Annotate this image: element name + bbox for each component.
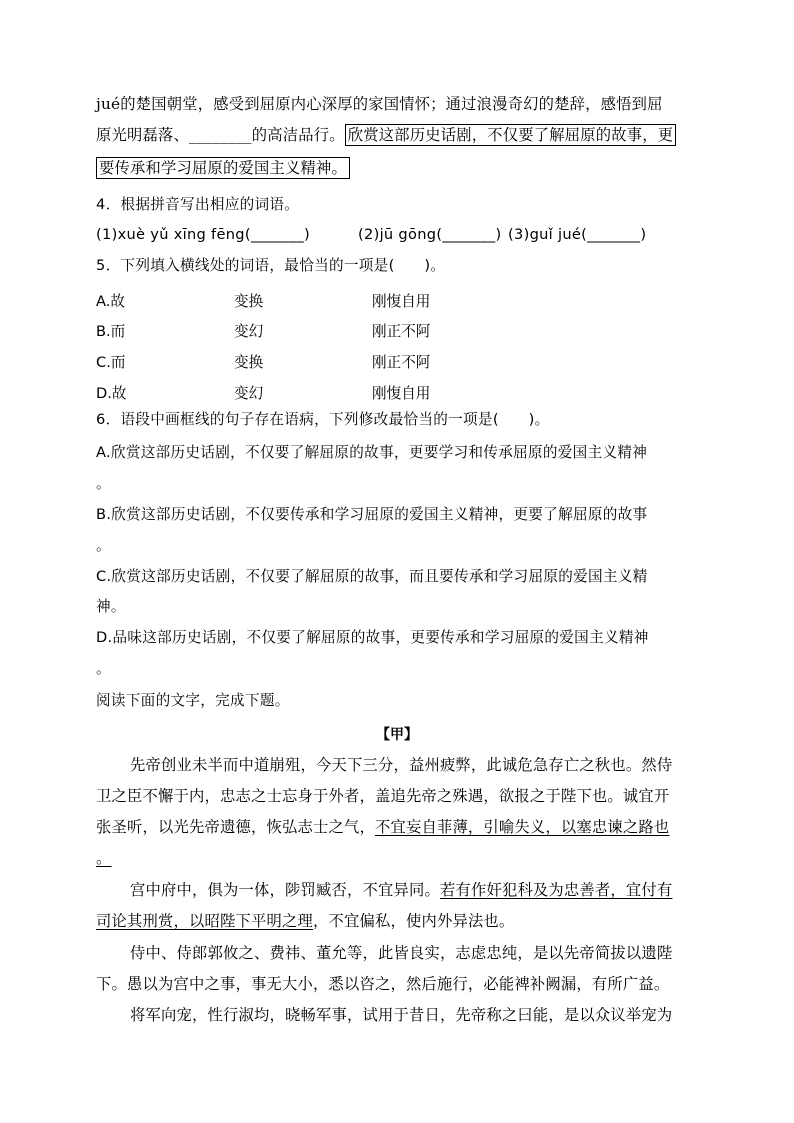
q5-option-d-word3: 刚愎自用 xyxy=(372,385,431,402)
chushibiao-p1-line-3-plain: 张圣听，以光先帝遗德，恢弘志士之气， xyxy=(96,818,375,836)
chushibiao-p1-line-3 xyxy=(96,820,669,835)
q6-stem: 6．语段中画框线的句子存在语病，下列修改最恰当的一项是( )。 xyxy=(96,411,550,428)
q5-option-c-word2: 变换 xyxy=(234,354,264,371)
passage-line-2-mid: 的高洁品行。 xyxy=(251,126,345,144)
q5-option-c-word3: 刚正不阿 xyxy=(372,354,431,371)
q5-option-b-word2: 变幻 xyxy=(234,323,264,340)
chushibiao-p3-line-1: 侍中、侍郎郭攸之、费祎、董允等，此皆良实，志虑忠纯，是以先帝简拔以遗陛 xyxy=(130,944,673,962)
q6-option-b-line-1: B.欣赏这部历史话剧，不仅要传承和学习屈原的爱国主义精神，更要了解屈原的故事 xyxy=(96,506,648,523)
passage-line-3 xyxy=(96,161,350,176)
chushibiao-p1-line-2: 卫之臣不懈于内，忠志之士忘身于外者，盖追先帝之殊遇，欲报之于陛下也。诚宜开 xyxy=(96,787,670,805)
underlined-sentence-2b: 司论其刑赏，以昭陛下平明之理 xyxy=(96,912,313,930)
chushibiao-p2-line-2 xyxy=(96,914,514,929)
passage-line-2 xyxy=(96,128,676,143)
reading-intro: 阅读下面的文字，完成下题。 xyxy=(96,692,290,709)
q6-option-d-line-1: D.品味这部历史话剧，不仅要了解屈原的故事，更要传承和学习屈原的爱国主义精神 xyxy=(96,629,649,646)
underlined-sentence-1b: 。 xyxy=(96,849,112,867)
q6-option-a-line-1: A.欣赏这部历史话剧，不仅要了解屈原的故事，更要学习和传承屈原的爱国主义精神 xyxy=(96,444,648,461)
chushibiao-p2-line-1-plain: 宫中府中，俱为一体，陟罚臧否，不宜异同。 xyxy=(130,881,440,899)
q5-option-a-label: A.故 xyxy=(96,293,125,310)
q5-option-b-label: B.而 xyxy=(96,323,126,340)
q5-option-d-word2: 变幻 xyxy=(234,385,264,402)
q4-item-1: (1)xuè yǔ xīng fēng(_______) xyxy=(96,226,311,243)
q4-stem: 4．根据拼音写出相应的词语。 xyxy=(96,196,300,213)
q4-item-2: (2)jū gōng(_______) xyxy=(358,226,502,243)
framed-sentence-part-2: 要传承和学习屈原的爱国主义精神。 xyxy=(96,157,350,179)
q6-option-d-line-2: 。 xyxy=(96,660,111,677)
q4-item-3: (3)guǐ jué(_______) xyxy=(508,226,647,243)
q6-option-c-line-1: C.欣赏这部历史话剧，不仅要了解屈原的故事，而且要传承和学习屈原的爱国主义精 xyxy=(96,568,648,585)
chushibiao-p3-line-2: 下。愚以为宫中之事，事无大小，悉以咨之，然后施行，必能裨补阙漏，有所广益。 xyxy=(96,975,670,993)
q6-option-c-line-2: 神。 xyxy=(96,598,126,615)
passage-line-2-prefix: 原光明磊落、 xyxy=(96,126,189,144)
q5-option-a-word3: 刚愎自用 xyxy=(372,293,431,310)
q5-option-b-word3: 刚正不阿 xyxy=(372,323,431,340)
chushibiao-p2-line-1 xyxy=(130,883,672,898)
chushibiao-p1-line-4 xyxy=(96,851,112,866)
q5-option-d-label: D.故 xyxy=(96,385,127,402)
q5-option-c-label: C.而 xyxy=(96,354,126,371)
chushibiao-p4-line-1: 将军向宠，性行淑均，晓畅军事，试用于昔日，先帝称之曰能，是以众议举宠为 xyxy=(130,1006,673,1024)
q6-option-b-line-2: 。 xyxy=(96,537,111,554)
framed-sentence-part-1: 欣赏这部历史话剧，不仅要了解屈原的故事，更 xyxy=(345,124,676,146)
q6-option-a-line-2: 。 xyxy=(96,475,111,492)
q5-option-a-word2: 变换 xyxy=(234,293,264,310)
fill-blank: ________ xyxy=(188,126,252,144)
passage-line-1: jué的楚国朝堂，感受到屈原内心深厚的家国情怀；通过浪漫奇幻的楚辞，感悟到屈 xyxy=(96,95,663,113)
underlined-sentence-1a: 不宜妄自菲薄，引喻失义，以塞忠谏之路也 xyxy=(374,818,670,836)
underlined-sentence-2a: 若有作奸犯科及为忠善者，宜付有 xyxy=(439,881,673,899)
chushibiao-p1-line-1: 先帝创业未半而中道崩殂，今天下三分，益州疲弊，此诚危急存亡之秋也。然侍 xyxy=(130,756,673,774)
q5-stem: 5．下列填入横线处的词语，最恰当的一项是( )。 xyxy=(96,257,446,274)
reading-section-title: 【甲】 xyxy=(376,727,418,743)
chushibiao-p2-line-2-plain: ，不宜偏私，使内外异法也。 xyxy=(312,912,515,930)
